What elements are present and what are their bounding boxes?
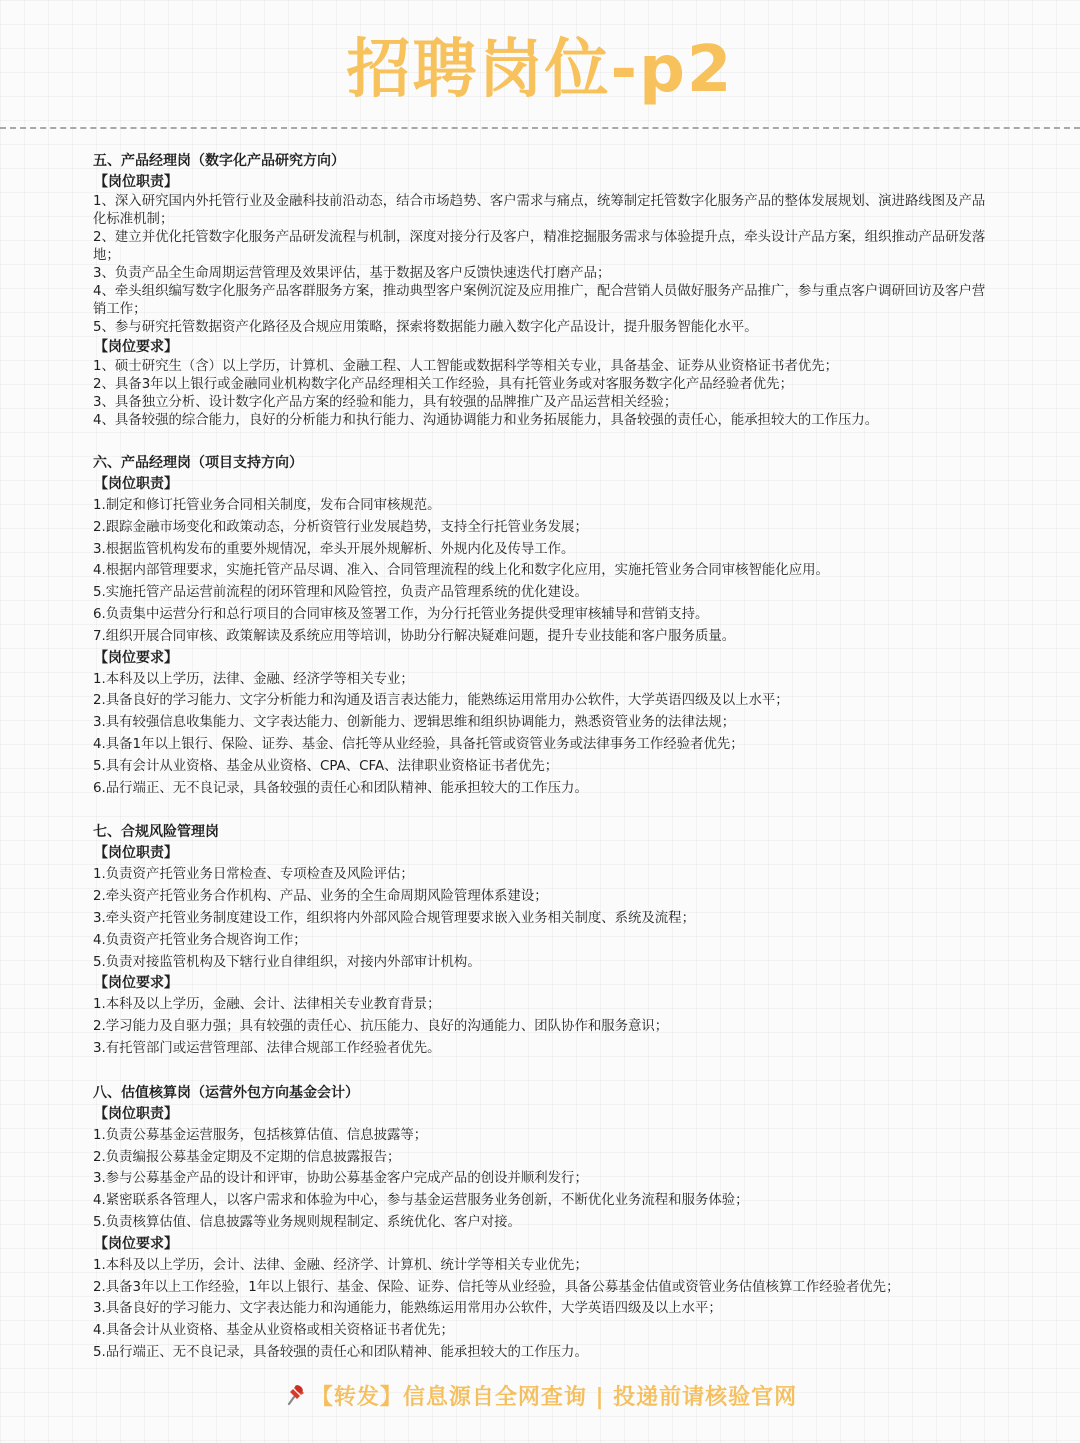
section-heading: 六、产品经理岗（项目支持方向）	[93, 455, 303, 471]
requirement-item: 1、硕士研究生（含）以上学历，计算机、金融工程、人工智能或数据科学等相关专业，具备基金、证券从业资格证书者优先；	[93, 359, 838, 374]
job-section-5	[93, 150, 998, 430]
duty-item: 4.负责资产托管业务合规咨询工作；	[93, 932, 307, 948]
section-heading: 五、产品经理岗（数字化产品研究方向）	[93, 153, 345, 169]
duties-label: 【岗位职责】	[94, 1105, 178, 1122]
duty-item: 3.牵头资产托管业务制度建设工作，组织将内外部风险合规管理要求嵌入业务相关制度、系统及流程；	[93, 910, 695, 926]
requirement-item: 4.具备1年以上银行、保险、证券、基金、信托等从业经验，具备托管或资管业务或法律事务工作经验者优先；	[93, 736, 744, 752]
duty-item: 5.负责核算估值、信息披露等业务规则规程制定、系统优化、客户对接。	[93, 1214, 521, 1230]
requirement-item: 1.本科及以上学历，会计、法律、金融、经济学、计算机、统计学等相关专业优先；	[93, 1257, 588, 1273]
requirement-item: 4、具备较强的综合能力，良好的分析能力和执行能力、沟通协调能力和业务拓展能力，具备较强的责任心，能承担较大的工作压力。	[93, 413, 879, 428]
duty-item: 3.参与公募基金产品的设计和评审，协助公募基金客户完成产品的创设并顺利发行；	[93, 1171, 588, 1187]
section-heading: 八、估值核算岗（运营外包方向基金会计）	[93, 1084, 359, 1101]
requirement-item: 5.品行端正、无不良记录，具备较强的责任心和团队精神、能承担较大的工作压力。	[93, 1344, 588, 1360]
duties-label: 【岗位职责】	[94, 476, 178, 492]
duty-item: 3、负责产品全生命周期运营管理及效果评估，基于数据及客户反馈快速迭代打磨产品；	[93, 266, 611, 281]
requirements-label: 【岗位要求】	[94, 339, 178, 355]
footer-text: 【转发】信息源自全网查询 | 投递前请核验官网	[310, 1385, 798, 1410]
duty-item: 5、参与研究托管数据资产化路径及合规应用策略，探索将数据能力融入数字化产品设计，提升服务智能化水平。	[93, 320, 758, 335]
requirement-item: 2、具备3年以上银行或金融同业机构数字化产品经理相关工作经验，具有托管业务或对客服务数字化产品经验者优先；	[93, 377, 793, 392]
job-section-7	[93, 821, 998, 1059]
requirements-label: 【岗位要求】	[94, 975, 178, 992]
requirement-item: 2.学习能力及自驱力强；具有较强的责任心、抗压能力、良好的沟通能力、团队协作和服务意识；	[93, 1019, 669, 1035]
duty-item: 3.根据监管机构发布的重要外规情况，牵头开展外规解析、外规内化及传导工作。	[93, 541, 575, 557]
job-listing	[93, 150, 998, 1386]
duties-label: 【岗位职责】	[94, 174, 178, 190]
job-section-6	[93, 452, 998, 799]
duty-item: 5.负责对接监管机构及下辖行业自律组织，对接内外部审计机构。	[93, 954, 481, 970]
requirement-item: 3.具备良好的学习能力、文字表达能力和沟通能力，能熟练运用常用办公软件，大学英语四级及以上水平；	[93, 1301, 722, 1317]
footer-note	[0, 1378, 1080, 1418]
requirements-label: 【岗位要求】	[94, 1235, 178, 1252]
duty-item: 2.跟踪金融市场变化和政策动态，分析资管行业发展趋势，支持全行托管业务发展；	[93, 519, 588, 535]
duty-item: 1、深入研究国内外托管行业及金融科技前沿动态，结合市场趋势、客户需求与痛点，统筹制定托管数字化服务产品的整体发展规划、演进路线图及产品化标准机制；	[93, 194, 986, 227]
requirement-item: 2.具备良好的学习能力、文字分析能力和沟通及语言表达能力，能熟练运用常用办公软件，大学英语四级及以上水平；	[93, 693, 789, 709]
duty-item: 4、牵头组织编写数字化服务产品客群服务方案，推动典型客户案例沉淀及应用推广，配合营销人员做好服务产品推广，参与重点客户调研回访及客户营销工作；	[93, 284, 986, 317]
duty-item: 7.组织开展合同审核、政策解读及系统应用等培训，协助分行解决疑难问题，提升专业技能和客户服务质量。	[93, 628, 736, 644]
title-divider	[0, 127, 1080, 129]
requirement-item: 3、具备独立分析、设计数字化产品方案的经验和能力，具有较强的品牌推广及产品运营相关经验；	[93, 395, 678, 410]
duty-item: 2、建立并优化托管数字化服务产品研发流程与机制，深度对接分行及客户，精准挖掘服务需求与体验提升点，牵头设计产品方案，组织推动产品研发落地；	[93, 230, 986, 263]
requirements-label: 【岗位要求】	[94, 649, 178, 666]
duty-item: 4.根据内部管理要求，实施托管产品尽调、准入、合同管理流程的线上化和数字化应用，实施托管业务合同审核智能化应用。	[93, 563, 829, 579]
section-heading: 七、合规风险管理岗	[93, 824, 219, 841]
duty-item: 2.负责编报公募基金定期及不定期的信息披露报告；	[93, 1149, 401, 1165]
duties-label: 【岗位职责】	[94, 845, 178, 862]
page-title: 招聘岗位-p2	[346, 33, 734, 107]
duty-item: 1.制定和修订托管业务合同相关制度，发布合同审核规范。	[93, 498, 441, 513]
requirement-item: 1.本科及以上学历，金融、会计、法律相关专业教育背景；	[93, 997, 441, 1013]
duty-item: 5.实施托管产品运营前流程的闭环管理和风险管控，负责产品管理系统的优化建设。	[93, 585, 588, 601]
requirement-item: 4.具备会计从业资格、基金从业资格或相关资格证书者优先；	[93, 1323, 454, 1339]
duty-item: 1.负责资产托管业务日常检查、专项检查及风险评估；	[93, 867, 414, 883]
requirement-item: 1.本科及以上学历，法律、金融、经济学等相关专业；	[93, 671, 414, 687]
requirement-item: 2.具备3年以上工作经验，1年以上银行、基金、保险、证券、信托等从业经验，具备公募基金估值或资管业务估值核算工作经验者优先；	[93, 1279, 900, 1295]
duty-item: 4.紧密联系各管理人，以客户需求和体验为中心，参与基金运营服务业务创新，不断优化业务流程和服务体验；	[93, 1193, 749, 1209]
requirement-item: 5.具有会计从业资格、基金从业资格、CPA、CFA、法律职业资格证书者优先；	[93, 758, 559, 774]
pushpin-icon	[283, 1382, 307, 1408]
duty-item: 6.负责集中运营分行和总行项目的合同审核及签署工作，为分行托管业务提供受理审核辅导和营销支持。	[93, 606, 709, 622]
requirement-item: 6.品行端正、无不良记录，具备较强的责任心和团队精神、能承担较大的工作压力。	[93, 780, 588, 796]
duty-item: 2.牵头资产托管业务合作机构、产品、业务的全生命周期风险管理体系建设；	[93, 889, 548, 905]
job-section-8	[93, 1082, 998, 1364]
duty-item: 1.负责公募基金运营服务，包括核算估值、信息披露等；	[93, 1127, 428, 1143]
requirement-item: 3.具有较强信息收集能力、文字表达能力、创新能力、逻辑思维和组织协调能力，熟悉资管业务的法律法规；	[93, 715, 736, 731]
requirement-item: 3.有托管部门或运营管理部、法律合规部工作经验者优先。	[93, 1040, 441, 1056]
